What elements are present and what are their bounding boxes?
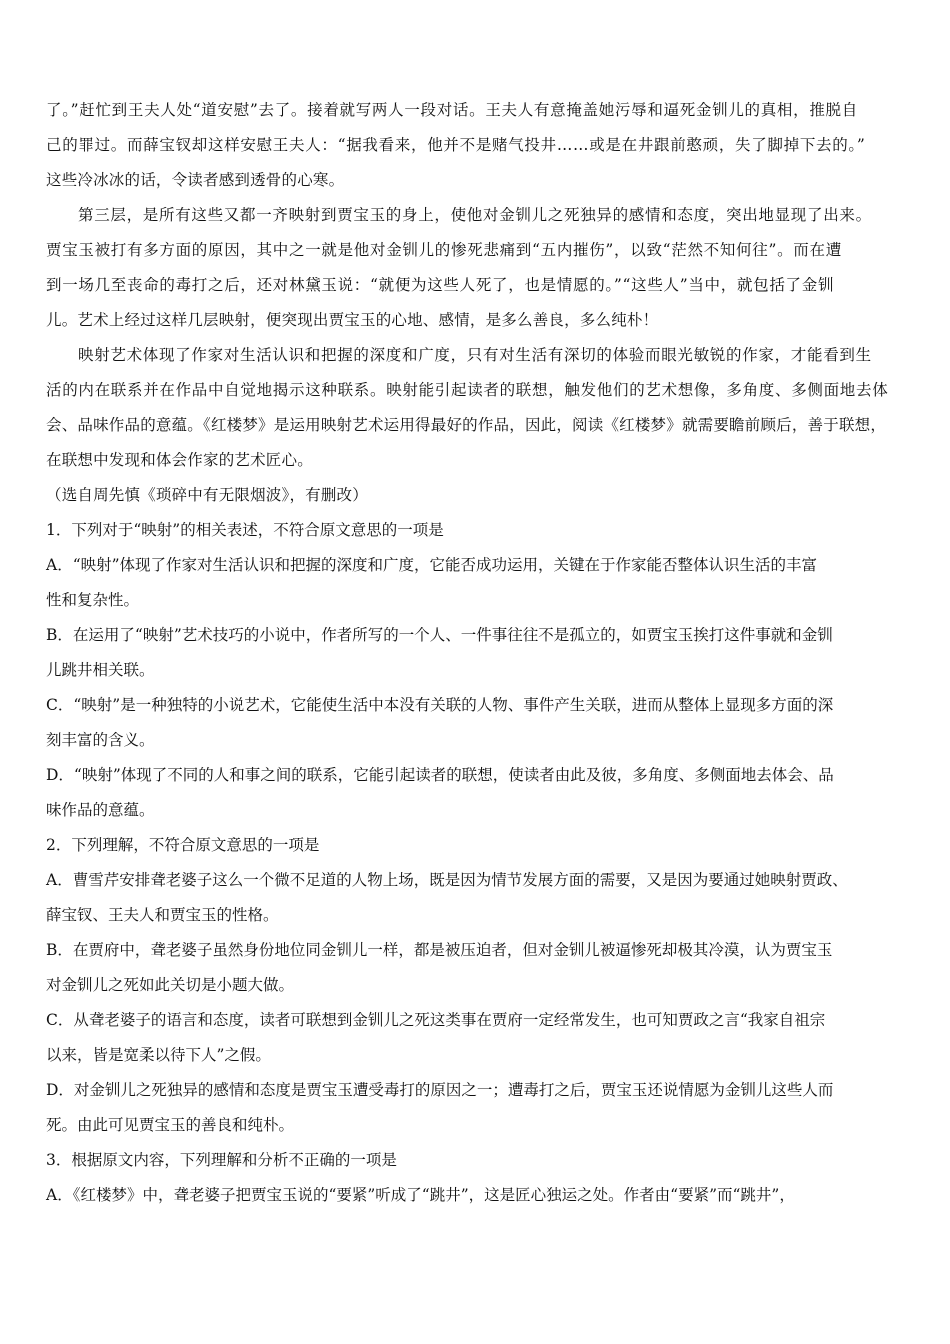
passage-line: 己的罪过。而薛宝钗却这样安慰王夫人：“据我看来，他并不是赌气投井……或是在井跟前憨顽，失了脚掉下去的。” — [46, 136, 866, 154]
passage-source: （选自周先慎《琐碎中有无限烟波》，有删改） — [46, 486, 368, 504]
option-d[interactable]: D．“映射”体现了不同的人和事之间的联系，它能引起读者的联想，使读者由此及彼，多角度、多侧面地去体会、品 — [46, 766, 834, 784]
option-c[interactable]: C．“映射”是一种独特的小说艺术，它能使生活中本没有关联的人物、事件产生关联，进而从整体上显现多方面的深 — [46, 696, 834, 714]
passage-line: 贾宝玉被打有多方面的原因，其中之一就是他对金钏儿的惨死悲痛到“五内摧伤”，以致“茫然不知何往”。而在遭 — [46, 241, 842, 259]
option-d[interactable]: D．对金钏儿之死独异的感情和态度是贾宝玉遭受毒打的原因之一；遭毒打之后，贾宝玉还说情愿为金钏儿这些人而 — [46, 1081, 834, 1099]
passage-line: 会、品味作品的意蕴。《红楼梦》是运用映射艺术运用得最好的作品，因此，阅读《红楼梦》就需要瞻前顾后，善于联想， — [46, 416, 887, 434]
option-a[interactable]: A．《红楼梦》中，聋老婆子把贾宝玉说的“要紧”听成了“跳井”，这是匠心独运之处。作者由“要紧”而“跳井”， — [46, 1186, 795, 1204]
option-b-continued: 儿跳井相关联。 — [46, 661, 155, 679]
option-b-continued: 对金钏儿之死如此关切是小题大做。 — [46, 976, 295, 994]
option-b[interactable]: B．在运用了“映射”艺术技巧的小说中，作者所写的一个人、一件事往往不是孤立的，如贾宝玉挨打这件事就和金钏 — [46, 626, 833, 644]
option-a-continued: 性和复杂性。 — [46, 591, 140, 609]
passage — [46, 93, 912, 513]
question-stem: 2．下列理解，不符合原文意思的一项是 — [46, 836, 320, 854]
passage-line: 了。”赶忙到王夫人处“道安慰”去了。接着就写两人一段对话。王夫人有意掩盖她污辱和逼死金钏儿的真相，推脱自 — [46, 101, 858, 119]
option-c[interactable]: C．从聋老婆子的语言和态度，读者可联想到金钏儿之死这类事在贾府一定经常发生，也可知贾政之言“我家自祖宗 — [46, 1011, 826, 1029]
option-d-continued: 死。由此可见贾宝玉的善良和纯朴。 — [46, 1116, 295, 1134]
passage-line: 第三层，是所有这些又都一齐映射到贾宝玉的身上，使他对金钏儿之死独异的感情和态度，突出地显现了出来。 — [78, 206, 872, 224]
question-stem: 3．根据原文内容，下列理解和分析不正确的一项是 — [46, 1151, 397, 1169]
option-d-continued: 味作品的意蕴。 — [46, 801, 155, 819]
document-body — [46, 93, 912, 1213]
question-stem: 1．下列对于“映射”的相关表述，不符合原文意思的一项是 — [46, 521, 444, 539]
passage-line: 在联想中发现和体会作家的艺术匠心。 — [46, 451, 313, 469]
option-a-continued: 薛宝钗、王夫人和贾宝玉的性格。 — [46, 906, 279, 924]
option-c-continued: 刻丰富的含义。 — [46, 731, 155, 749]
question-1 — [46, 513, 912, 828]
passage-line: 映射艺术体现了作家对生活认识和把握的深度和广度，只有对生活有深切的体验而眼光敏锐的作家，才能看到生 — [78, 346, 872, 364]
question-3 — [46, 1143, 912, 1213]
passage-line: 这些冷冰冰的话，令读者感到透骨的心寒。 — [46, 171, 345, 189]
option-b[interactable]: B．在贾府中，聋老婆子虽然身份地位同金钏儿一样，都是被压迫者，但对金钏儿被逼惨死却极其冷漠，认为贾宝玉 — [46, 941, 833, 959]
option-a[interactable]: A．曹雪芹安排聋老婆子这么一个微不足道的人物上场，既是因为情节发展方面的需要，又是因为要通过她映射贾政、 — [46, 871, 848, 889]
question-2 — [46, 828, 912, 1143]
passage-line: 活的内在联系并在作品中自觉地揭示这种联系。映射能引起读者的联想，触发他们的艺术想像，多角度、多侧面地去体 — [46, 381, 889, 399]
passage-line: 儿。艺术上经过这样几层映射，便突现出贾宝玉的心地、感情，是多么善良，多么纯朴！ — [46, 311, 659, 329]
passage-line: 到一场几至丧命的毒打之后，还对林黛玉说：“就便为这些人死了，也是情愿的。”“这些人”当中，就包括了金钏 — [46, 276, 835, 294]
option-c-continued: 以来，皆是宽柔以待下人”之假。 — [46, 1046, 271, 1064]
option-a[interactable]: A．“映射”体现了作家对生活认识和把握的深度和广度，它能否成功运用，关键在于作家能否整体认识生活的丰富 — [46, 556, 818, 574]
